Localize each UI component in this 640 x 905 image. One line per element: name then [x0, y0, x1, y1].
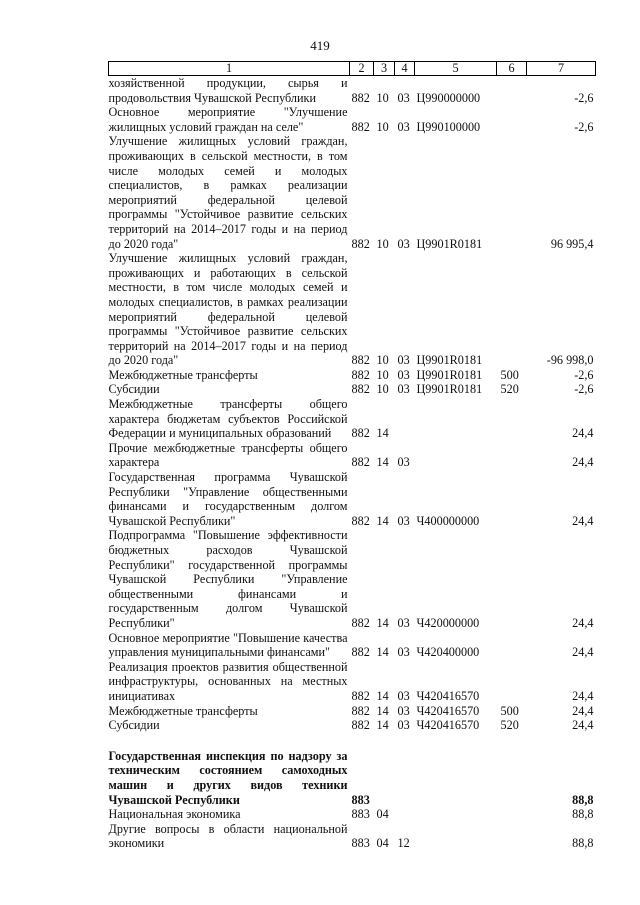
- row-subsection: 03: [397, 119, 410, 134]
- row-amount: 24,4: [572, 703, 594, 718]
- row-subsection: 03: [397, 703, 410, 718]
- row-subsection: 03: [397, 513, 410, 528]
- row-subsection: 12: [397, 836, 410, 851]
- row-subsection: 03: [397, 367, 410, 382]
- row-subsection: 03: [397, 455, 410, 470]
- row-target-item: [415, 441, 497, 470]
- row-expense-type: [497, 134, 527, 251]
- row-expense-type: 500: [500, 703, 519, 718]
- row-amount: 24,4: [572, 513, 594, 528]
- row-ministry-code: 883: [351, 807, 370, 822]
- table-row: [109, 134, 596, 251]
- row-section: 14: [376, 645, 389, 660]
- spacer-cell: [109, 733, 596, 749]
- table-row: [109, 807, 596, 822]
- header-cell-3: 3: [374, 62, 395, 76]
- row-ministry-code: 882: [351, 426, 370, 441]
- row-target-item: Ц990100000: [416, 119, 481, 134]
- row-amount: 24,4: [572, 615, 594, 630]
- table-row: [109, 528, 596, 630]
- row-ministry-code: 882: [351, 119, 370, 134]
- table-row: [109, 718, 596, 733]
- row-target-item: Ц9901R0181: [416, 236, 483, 251]
- header-cell-2: 2: [350, 62, 374, 76]
- row-target-item: Ц9901R0181: [416, 353, 483, 368]
- row-section: 04: [376, 836, 389, 851]
- row-ministry-code: 882: [351, 645, 370, 660]
- row-ministry-code: 882: [351, 513, 370, 528]
- row-subsection: 03: [397, 353, 410, 368]
- section-spacer: [109, 733, 596, 749]
- table-row: [109, 470, 596, 528]
- row-name: Государственная инспекция по надзору за техническим состоянием самоходных машин и других видов техники Чувашской Республики: [108, 748, 348, 807]
- row-amount: 24,4: [572, 645, 594, 660]
- row-name: Улучшение жилищных условий граждан, проживающих в сельской местности, в том числе молодых семей и молодых специалистов, в рамках реализации мероприятий федеральной целевой программы "Устойчивое развитие сельских территорий на 2014–2017 годы и на период до 2020 года": [108, 134, 348, 251]
- table-row: [109, 251, 596, 368]
- row-section: 10: [376, 382, 389, 397]
- row-section: 10: [376, 90, 389, 105]
- row-expense-type: [497, 822, 527, 851]
- row-ministry-code: 882: [351, 703, 370, 718]
- row-section: 14: [376, 455, 389, 470]
- row-section: 14: [376, 615, 389, 630]
- row-expense-type: [497, 749, 527, 807]
- row-expense-type: [497, 631, 527, 660]
- header-row: [109, 62, 596, 76]
- row-expense-type: 520: [500, 718, 519, 733]
- row-amount: 88,8: [572, 792, 594, 807]
- row-amount: 24,4: [572, 426, 594, 441]
- row-amount: 88,8: [572, 807, 594, 822]
- row-ministry-code: 883: [351, 836, 370, 851]
- row-section: [374, 749, 395, 807]
- row-target-item: Ц990000000: [416, 90, 481, 105]
- row-name: Подпрограмма "Повышение эффективности бюджетных расходов Чувашской Республики" государственной программы Чувашской Республики "Управление общественными финансами и государственным долгом Чувашской Республики": [108, 528, 348, 630]
- row-name: Субсидии: [108, 382, 160, 397]
- row-amount: 24,4: [572, 718, 594, 733]
- row-ministry-code: 882: [351, 718, 370, 733]
- row-name: Субсидии: [108, 718, 160, 733]
- row-target-item: [415, 397, 497, 441]
- row-subsection: 03: [397, 90, 410, 105]
- table-row: [109, 441, 596, 470]
- row-target-item: Ч420416570: [416, 688, 480, 703]
- table-row: [109, 76, 596, 106]
- row-amount: 88,8: [572, 836, 594, 851]
- row-section: 14: [376, 426, 389, 441]
- row-amount: -2,6: [574, 119, 594, 134]
- row-expense-type: [497, 660, 527, 704]
- row-target-item: [415, 807, 497, 822]
- row-name: хозяйственной продукции, сырья и продовольствия Чувашской Республики: [108, 76, 348, 105]
- row-amount: -2,6: [574, 90, 594, 105]
- row-expense-type: [497, 470, 527, 528]
- row-amount: -96 998,0: [546, 353, 594, 368]
- row-target-item: Ч420400000: [416, 645, 480, 660]
- row-expense-type: 520: [500, 382, 519, 397]
- row-target-item: Ч420416570: [416, 718, 480, 733]
- row-section: 10: [376, 119, 389, 134]
- row-name: Основное мероприятие "Улучшение жилищных условий граждан на селе": [108, 105, 348, 134]
- row-section: 14: [376, 703, 389, 718]
- row-ministry-code: 882: [351, 367, 370, 382]
- row-ministry-code: 882: [351, 382, 370, 397]
- table-row: [109, 822, 596, 851]
- row-expense-type: [497, 105, 527, 134]
- row-name: Улучшение жилищных условий граждан, проживающих и работающих в сельской местности, в том числе молодых семей и молодых специалистов, в рамках реализации мероприятий федеральной целевой программы "Устойчивое развитие сельских территорий на 2014–2017 годы и на период до 2020 года": [108, 251, 348, 368]
- header-cell-4: 4: [395, 62, 415, 76]
- row-section: 14: [376, 688, 389, 703]
- row-expense-type: 500: [500, 367, 519, 382]
- row-section: 10: [376, 367, 389, 382]
- row-name: Прочие межбюджетные трансферты общего характера: [108, 440, 348, 470]
- row-expense-type: [497, 76, 527, 106]
- row-ministry-code: 882: [351, 90, 370, 105]
- row-subsection: 03: [397, 382, 410, 397]
- row-name: Основное мероприятие "Повышение качества управления муниципальными финансами": [108, 630, 348, 660]
- table-row-section-header: [109, 749, 596, 807]
- row-expense-type: [497, 251, 527, 368]
- row-expense-type: [497, 397, 527, 441]
- table-row: [109, 368, 596, 383]
- row-target-item: Ц9901R0181: [416, 367, 483, 382]
- row-ministry-code: 882: [351, 353, 370, 368]
- row-section: 14: [376, 513, 389, 528]
- row-target-item: [415, 822, 497, 851]
- row-amount: 96 995,4: [550, 236, 594, 251]
- row-amount: 24,4: [572, 688, 594, 703]
- row-ministry-code: 882: [351, 455, 370, 470]
- row-ministry-code: 883: [351, 792, 370, 807]
- row-name: Реализация проектов развития общественной инфраструктуры, основанных на местных инициативах: [108, 659, 348, 703]
- row-subsection: 03: [397, 615, 410, 630]
- row-expense-type: [497, 807, 527, 822]
- row-name: Межбюджетные трансферты общего характера бюджетам субъектов Российской Федерации и муниципальных образований: [108, 397, 348, 441]
- row-ministry-code: 882: [351, 688, 370, 703]
- row-target-item: Ч420000000: [416, 615, 480, 630]
- table-row: [109, 397, 596, 441]
- row-ministry-code: 882: [351, 236, 370, 251]
- table-row: [109, 631, 596, 660]
- row-target-item: Ч400000000: [416, 513, 480, 528]
- row-amount: 24,4: [572, 455, 594, 470]
- header-cell-6: 6: [497, 62, 527, 76]
- budget-table: [108, 61, 596, 851]
- row-target-item: Ч420416570: [416, 703, 480, 718]
- row-section: 04: [376, 807, 389, 822]
- table-row: [109, 105, 596, 134]
- row-expense-type: [497, 441, 527, 470]
- table-row: [109, 382, 596, 397]
- header-cell-1: 1: [109, 62, 350, 76]
- row-target-item: [415, 749, 497, 807]
- row-name: Межбюджетные трансферты: [108, 703, 258, 718]
- row-subsection: 03: [397, 645, 410, 660]
- row-amount: -2,6: [574, 367, 594, 382]
- row-subsection: [395, 397, 415, 441]
- row-amount: -2,6: [574, 382, 594, 397]
- row-section: 10: [376, 353, 389, 368]
- table-row: [109, 660, 596, 704]
- row-subsection: 03: [397, 718, 410, 733]
- row-subsection: 03: [397, 236, 410, 251]
- page-number: 419: [310, 38, 330, 53]
- row-name: Государственная программа Чувашской Республики "Управление общественными финансами и государственным долгом Чувашской Республики": [108, 470, 348, 528]
- row-name: Другие вопросы в области национальной экономики: [108, 821, 348, 851]
- row-subsection: [395, 749, 415, 807]
- row-section: 10: [376, 236, 389, 251]
- header-cell-7: 7: [527, 62, 596, 76]
- row-name: Межбюджетные трансферты: [108, 367, 258, 382]
- row-expense-type: [497, 528, 527, 630]
- row-name: Национальная экономика: [108, 807, 241, 822]
- row-target-item: Ц9901R0181: [416, 382, 483, 397]
- row-ministry-code: 882: [351, 615, 370, 630]
- row-subsection: [395, 807, 415, 822]
- header-cell-5: 5: [415, 62, 497, 76]
- row-subsection: 03: [397, 688, 410, 703]
- table-row: [109, 704, 596, 719]
- row-section: 14: [376, 718, 389, 733]
